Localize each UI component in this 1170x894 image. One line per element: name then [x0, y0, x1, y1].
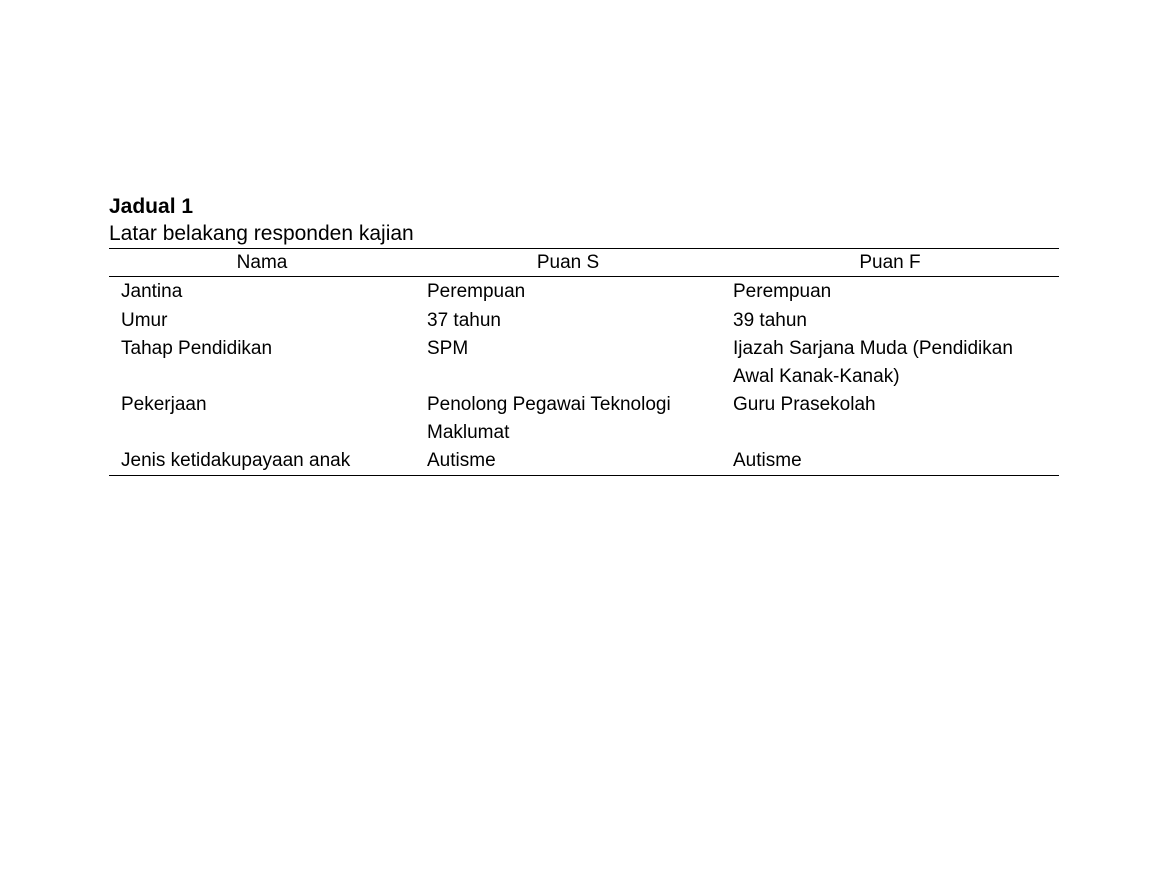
- cell-puan-s: Autisme: [427, 450, 496, 471]
- row-label: Umur: [121, 309, 168, 331]
- row-label: Jantina: [121, 281, 183, 302]
- table-row: [109, 277, 1059, 306]
- table-header-row: [109, 249, 1059, 277]
- header-puan-s: Puan S: [536, 252, 600, 273]
- document-body: [109, 194, 1059, 476]
- cell-puan-f: Autisme: [733, 450, 802, 471]
- row-label: Jenis ketidakupayaan anak: [121, 450, 351, 471]
- row-label: Tahap Pendidikan: [121, 338, 273, 359]
- cell-puan-s: Perempuan: [427, 281, 526, 302]
- row-label: Pekerjaan: [121, 394, 207, 415]
- table-row: [109, 390, 1059, 446]
- table-label: Jadual 1: [109, 195, 194, 218]
- respondent-table: [109, 248, 1059, 476]
- table-row: [109, 446, 1059, 475]
- table-row: [109, 306, 1059, 335]
- table-caption: Latar belakang responden kajian: [109, 222, 414, 245]
- header-nama: Nama: [236, 252, 288, 273]
- cell-puan-s: Penolong Pegawai Teknologi Maklumat: [427, 394, 671, 443]
- table-row: [109, 334, 1059, 390]
- cell-puan-f: Perempuan: [733, 281, 832, 302]
- cell-puan-s: SPM: [427, 338, 469, 359]
- cell-puan-s: 37 tahun: [427, 309, 501, 331]
- cell-puan-f: Ijazah Sarjana Muda (Pendidikan Awal Kanak-Kanak): [733, 338, 1013, 387]
- cell-puan-f: 39 tahun: [733, 309, 807, 331]
- cell-puan-f: Guru Prasekolah: [733, 394, 876, 415]
- header-puan-f: Puan F: [859, 252, 921, 273]
